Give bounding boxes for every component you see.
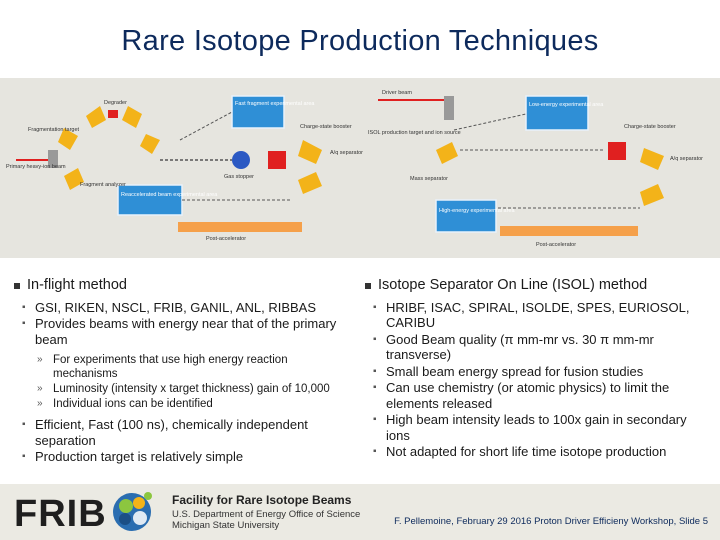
list-item: ▪ Can use chemistry (or atomic physics) to limit the elements released (373, 380, 670, 411)
list-item: ▪ GSI, RIKEN, NSCL, FRIB, GANIL, ANL, RIBBAS (22, 299, 317, 315)
in-flight-diagram (6, 96, 363, 242)
label-gas-stopper: Gas stopper (224, 174, 254, 180)
gas-stopper (232, 151, 250, 169)
label-high-energy-area: High-energy experimental area (439, 208, 515, 214)
isol-heading (365, 278, 710, 294)
list-item: ▪ HRIBF, ISAC, SPIRAL, ISOLDE, SPES, EURIOSOL, CARIBU (373, 299, 690, 330)
list-item: ▪ Not adapted for short life time isotope production (373, 444, 667, 459)
list-item: » Individual ions can be identified (37, 398, 213, 410)
isotope-production-diagram (0, 0, 720, 260)
separator-magnet (140, 134, 160, 154)
isol-column (365, 278, 710, 461)
aq-separator-magnet (298, 172, 322, 194)
isol-target (444, 96, 454, 120)
beam-line (454, 114, 526, 130)
label-post-accel-right: Post-accelerator (536, 242, 577, 248)
label-degrader: Degrader (104, 100, 127, 106)
list-item: ▪ Efficient, Fast (100 ns), chemically independent separation (22, 417, 308, 448)
label-primary-beam: Primary heavy-ion beam (6, 164, 66, 170)
double-chevron-icon: » (37, 383, 43, 394)
frib-emblem-icon (108, 488, 160, 534)
frib-logo-text: FRIB (14, 493, 107, 535)
label-post-accel: Post-accelerator (206, 236, 247, 242)
charge-state-booster (268, 151, 286, 169)
post-accelerator (500, 226, 638, 236)
double-chevron-icon: » (37, 398, 43, 409)
slide-credit: F. Pellemoine, February 29 2016 Proton Driver Efficieny Workshop, Slide 5 (394, 516, 708, 527)
label-mass-separator: Mass separator (410, 176, 448, 182)
bullet-icon: ▪ (373, 333, 377, 345)
double-chevron-icon: » (37, 354, 43, 365)
reaccelerated-area-box (118, 185, 182, 215)
in-flight-heading-text: In-flight method (27, 277, 127, 293)
bullet-icon: ▪ (373, 365, 377, 377)
aq-separator-magnet (298, 140, 322, 164)
list-item: ▪ Production target is relatively simple (22, 449, 244, 464)
post-accelerator (178, 222, 302, 232)
bullet-icon: ▪ (22, 301, 26, 313)
label-aq-separator: A/q separator (330, 150, 364, 156)
list-item: ▪ Provides beams with energy near that of the primary beam (22, 316, 337, 347)
doe-line: U.S. Department of Energy Office of Science (172, 509, 361, 520)
label-charge-booster: Charge-state booster (300, 124, 352, 130)
bullet-icon: ▪ (22, 318, 26, 329)
msu-line: Michigan State University (172, 520, 280, 531)
list-item: » Luminosity (intensity x target thickness) gain of 10,000 (37, 383, 330, 395)
square-bullet-icon (365, 283, 371, 289)
label-fragmentation-target: Fragmentation target (28, 127, 80, 133)
label-fast-area: Fast fragment experimental area (235, 101, 315, 107)
bullet-icon: ▪ (22, 419, 26, 430)
bullet-icon: ▪ (373, 414, 377, 425)
bullet-icon: ▪ (373, 301, 377, 313)
list-item: ▪ Small beam energy spread for fusion studies (373, 363, 644, 379)
list-item: ▪ Good Beam quality (π mm-mr vs. 30 π mm-mr transverse) (373, 331, 654, 362)
bullet-icon: ▪ (373, 382, 377, 393)
high-energy-area-box (436, 200, 496, 232)
isol-list (365, 300, 710, 460)
beam-line (180, 112, 232, 140)
list-item: » For experiments that use high energy reaction mechanisms (37, 354, 288, 380)
isol-heading-text: Isotope Separator On Line (ISOL) method (378, 277, 648, 293)
label-reaccel-area: Reaccelerated beam experimental area (121, 192, 218, 198)
degrader (108, 110, 118, 118)
label-aq-separator-right: A/q separator (670, 156, 704, 162)
label-isol-target: ISOL production target and ion source (368, 130, 461, 136)
in-flight-list (14, 300, 350, 348)
bullet-icon: ▪ (373, 446, 377, 457)
in-flight-list-2 (14, 417, 350, 465)
label-charge-booster-right: Charge-state booster (624, 124, 676, 130)
aq-separator-magnet (640, 184, 664, 206)
separator-magnet (122, 106, 142, 128)
label-low-energy-area: Low-energy experimental area (529, 102, 604, 108)
slide-title: Rare Isotope Production Techniques (0, 0, 720, 78)
label-fragment-analyzer: Fragment analyzer (80, 182, 126, 188)
square-bullet-icon (14, 283, 20, 289)
separator-magnet (86, 106, 106, 128)
isol-diagram (368, 90, 703, 248)
in-flight-column (14, 278, 350, 466)
aq-separator-magnet (640, 148, 664, 170)
in-flight-heading (14, 278, 350, 294)
bullet-icon: ▪ (22, 451, 26, 462)
charge-state-booster (608, 142, 626, 160)
label-driver-beam: Driver beam (382, 90, 412, 96)
in-flight-sublist (14, 353, 350, 411)
mass-separator-magnet (436, 142, 458, 164)
facility-name: Facility for Rare Isotope Beams (172, 493, 352, 507)
list-item: ▪ High beam intensity leads to 100x gain in secondary ions (373, 412, 687, 443)
